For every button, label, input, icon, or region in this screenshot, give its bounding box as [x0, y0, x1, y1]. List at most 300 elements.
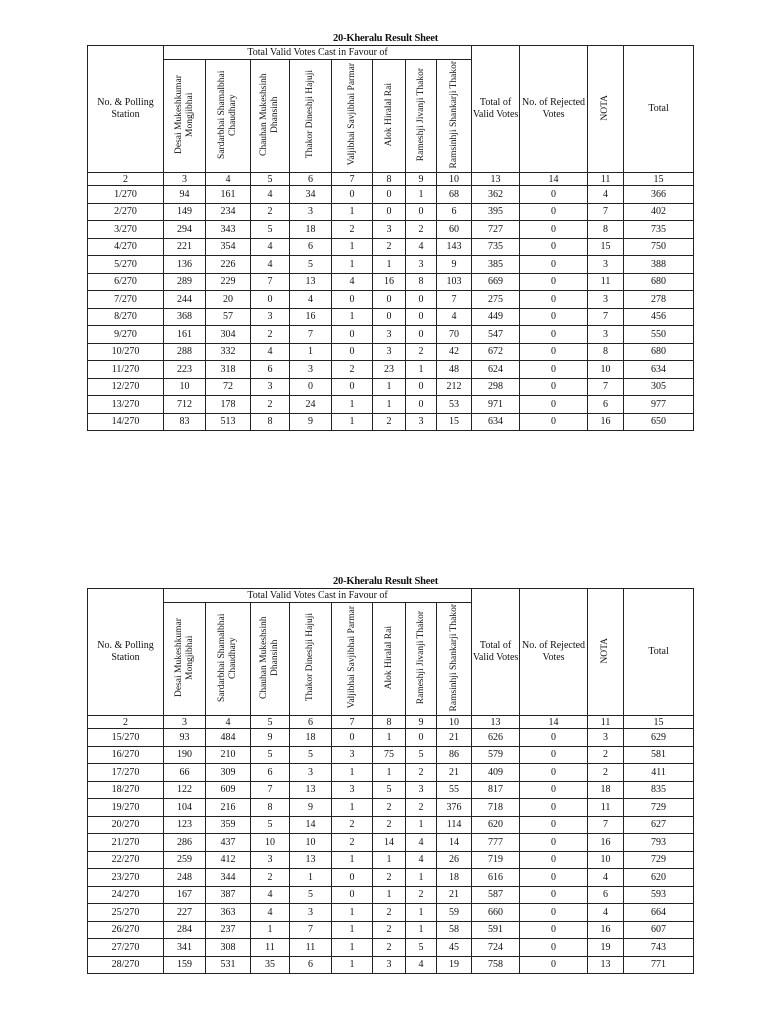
vote-count-cell: 1	[332, 396, 373, 414]
vote-count-cell: 161	[206, 186, 251, 204]
table-row	[88, 799, 694, 817]
vote-count-cell: 5	[290, 256, 332, 274]
polling-station-cell: 12/270	[88, 378, 164, 396]
vote-count-cell: 0	[520, 308, 588, 326]
table-row	[88, 851, 694, 869]
vote-count-cell: 4	[251, 343, 290, 361]
vote-count-cell: 70	[437, 326, 472, 344]
vote-count-cell: 1	[406, 186, 437, 204]
vote-count-cell: 19	[437, 956, 472, 974]
vote-count-cell: 3	[332, 746, 373, 764]
candidate-name-header-text: Rameshji Jivanji Thakor	[415, 610, 426, 705]
vote-count-cell: 6	[251, 361, 290, 379]
vote-count-cell: 14	[373, 834, 406, 852]
result-table	[87, 588, 694, 974]
vote-count-cell: 7	[290, 921, 332, 939]
vote-count-cell: 20	[206, 291, 251, 309]
vote-count-cell: 4	[251, 256, 290, 274]
total-header: Total	[624, 46, 694, 173]
column-index-cell: 7	[332, 716, 373, 729]
vote-count-cell: 1	[406, 904, 437, 922]
vote-count-cell: 627	[624, 816, 694, 834]
vote-count-cell: 53	[437, 396, 472, 414]
vote-count-cell: 0	[520, 291, 588, 309]
vote-count-cell: 5	[251, 816, 290, 834]
vote-count-cell: 664	[624, 904, 694, 922]
vote-count-cell: 190	[164, 746, 206, 764]
table-row	[88, 956, 694, 974]
vote-count-cell: 0	[520, 221, 588, 239]
candidate-name-header-text: Chauhan Mukeshsinh Dhansinh	[259, 616, 280, 699]
vote-count-cell: 103	[437, 273, 472, 291]
sheet-title: 20-Kheralu Result Sheet	[332, 576, 439, 587]
vote-count-cell: 2	[406, 764, 437, 782]
vote-count-cell: 16	[373, 273, 406, 291]
polling-station-cell: 17/270	[88, 764, 164, 782]
column-index-cell: 3	[164, 173, 206, 186]
vote-count-cell: 161	[164, 326, 206, 344]
vote-count-cell: 294	[164, 221, 206, 239]
vote-count-cell: 387	[206, 886, 251, 904]
votes-group-header: Total Valid Votes Cast in Favour of	[164, 46, 472, 60]
vote-count-cell: 669	[472, 273, 520, 291]
vote-count-cell: 0	[332, 886, 373, 904]
vote-count-cell: 0	[520, 851, 588, 869]
vote-count-cell: 0	[406, 326, 437, 344]
vote-count-cell: 650	[624, 413, 694, 431]
table-row	[88, 729, 694, 747]
vote-count-cell: 0	[520, 238, 588, 256]
candidate-name-header	[251, 603, 290, 716]
vote-count-cell: 21	[437, 886, 472, 904]
vote-count-cell: 634	[472, 413, 520, 431]
vote-count-cell: 385	[472, 256, 520, 274]
vote-count-cell: 5	[290, 746, 332, 764]
vote-count-cell: 19	[588, 939, 624, 957]
vote-count-cell: 0	[520, 378, 588, 396]
vote-count-cell: 7	[588, 378, 624, 396]
vote-count-cell: 18	[437, 869, 472, 887]
vote-count-cell: 259	[164, 851, 206, 869]
table-row	[88, 256, 694, 274]
column-index-cell: 7	[332, 173, 373, 186]
column-index-cell: 2	[88, 173, 164, 186]
vote-count-cell: 0	[520, 816, 588, 834]
vote-count-cell: 4	[588, 186, 624, 204]
vote-count-cell: 343	[206, 221, 251, 239]
vote-count-cell: 5	[251, 746, 290, 764]
vote-count-cell: 1	[290, 343, 332, 361]
vote-count-cell: 11	[588, 799, 624, 817]
vote-count-cell: 68	[437, 186, 472, 204]
vote-count-cell: 298	[472, 378, 520, 396]
column-index-cell: 4	[206, 716, 251, 729]
vote-count-cell: 2	[406, 886, 437, 904]
vote-count-cell: 14	[437, 834, 472, 852]
vote-count-cell: 0	[520, 273, 588, 291]
nota-header-text: NOTA	[600, 637, 611, 664]
vote-count-cell: 278	[624, 291, 694, 309]
polling-station-cell: 16/270	[88, 746, 164, 764]
vote-count-cell: 114	[437, 816, 472, 834]
vote-count-cell: 3	[290, 764, 332, 782]
polling-station-cell: 13/270	[88, 396, 164, 414]
vote-count-cell: 149	[164, 203, 206, 221]
vote-count-cell: 2	[332, 816, 373, 834]
vote-count-cell: 210	[206, 746, 251, 764]
polling-station-cell: 11/270	[88, 361, 164, 379]
candidate-name-header	[332, 60, 373, 173]
vote-count-cell: 1	[373, 886, 406, 904]
sheet-title: 20-Kheralu Result Sheet	[332, 33, 439, 44]
vote-count-cell: 750	[624, 238, 694, 256]
vote-count-cell: 376	[437, 799, 472, 817]
table-row	[88, 904, 694, 922]
vote-count-cell: 835	[624, 781, 694, 799]
vote-count-cell: 0	[520, 834, 588, 852]
candidate-name-header	[332, 603, 373, 716]
vote-count-cell: 3	[290, 361, 332, 379]
vote-count-cell: 359	[206, 816, 251, 834]
vote-count-cell: 0	[332, 291, 373, 309]
candidate-name-header-text: Rameshji Jivanji Thakor	[415, 67, 426, 162]
table-row	[88, 396, 694, 414]
table-row	[88, 326, 694, 344]
candidate-name-header-text: Sardarbhai Shamalbhai Chaudhary	[217, 613, 238, 702]
vote-count-cell: 143	[437, 238, 472, 256]
vote-count-cell: 0	[520, 396, 588, 414]
column-index-cell: 15	[624, 173, 694, 186]
vote-count-cell: 21	[437, 729, 472, 747]
vote-count-cell: 14	[290, 816, 332, 834]
vote-count-cell: 4	[406, 851, 437, 869]
vote-count-cell: 4	[406, 238, 437, 256]
candidate-name-header-text: Thakor Dineshji Hajuji	[305, 613, 315, 702]
vote-count-cell: 2	[373, 816, 406, 834]
vote-count-cell: 2	[373, 413, 406, 431]
vote-count-cell: 513	[206, 413, 251, 431]
vote-count-cell: 10	[290, 834, 332, 852]
vote-count-cell: 244	[164, 291, 206, 309]
vote-count-cell: 0	[520, 939, 588, 957]
vote-count-cell: 2	[588, 764, 624, 782]
vote-count-cell: 0	[290, 378, 332, 396]
vote-count-cell: 11	[290, 939, 332, 957]
header-row	[88, 46, 694, 60]
vote-count-cell: 318	[206, 361, 251, 379]
candidate-name-header	[206, 603, 251, 716]
vote-count-cell: 388	[624, 256, 694, 274]
candidate-name-header-text: Ramsinhji Shankarji Thakor	[448, 603, 459, 712]
vote-count-cell: 13	[290, 851, 332, 869]
vote-count-cell: 16	[290, 308, 332, 326]
vote-count-cell: 3	[406, 256, 437, 274]
vote-count-cell: 16	[588, 413, 624, 431]
vote-count-cell: 221	[164, 238, 206, 256]
vote-count-cell: 2	[406, 799, 437, 817]
table-row	[88, 764, 694, 782]
vote-count-cell: 634	[624, 361, 694, 379]
vote-count-cell: 226	[206, 256, 251, 274]
candidate-name-header-text: Chauhan Mukeshsinh Dhansinh	[259, 73, 280, 156]
vote-count-cell: 24	[290, 396, 332, 414]
vote-count-cell: 332	[206, 343, 251, 361]
vote-count-cell: 1	[332, 308, 373, 326]
column-index-cell: 15	[624, 716, 694, 729]
candidate-name-header	[206, 60, 251, 173]
vote-count-cell: 412	[206, 851, 251, 869]
vote-count-cell: 304	[206, 326, 251, 344]
vote-count-cell: 0	[373, 203, 406, 221]
column-index-cell: 6	[290, 173, 332, 186]
vote-count-cell: 3	[373, 956, 406, 974]
vote-count-cell: 13	[588, 956, 624, 974]
polling-station-cell: 7/270	[88, 291, 164, 309]
vote-count-cell: 4	[251, 186, 290, 204]
vote-count-cell: 59	[437, 904, 472, 922]
vote-count-cell: 368	[164, 308, 206, 326]
vote-count-cell: 4	[406, 956, 437, 974]
vote-count-cell: 1	[332, 904, 373, 922]
vote-count-cell: 341	[164, 939, 206, 957]
polling-station-cell: 25/270	[88, 904, 164, 922]
vote-count-cell: 4	[332, 273, 373, 291]
vote-count-cell: 13	[290, 781, 332, 799]
vote-count-cell: 411	[624, 764, 694, 782]
vote-count-cell: 2	[332, 221, 373, 239]
candidate-name-header	[373, 60, 406, 173]
vote-count-cell: 18	[290, 221, 332, 239]
polling-station-cell: 5/270	[88, 256, 164, 274]
vote-count-cell: 308	[206, 939, 251, 957]
table-row	[88, 413, 694, 431]
column-index-row	[88, 173, 694, 186]
candidate-name-header-text: Ramsinhji Shankarji Thakor	[448, 60, 459, 169]
vote-count-cell: 5	[406, 939, 437, 957]
vote-count-cell: 2	[332, 361, 373, 379]
vote-count-cell: 35	[251, 956, 290, 974]
vote-count-cell: 0	[373, 186, 406, 204]
vote-count-cell: 2	[373, 939, 406, 957]
table-row	[88, 291, 694, 309]
vote-count-cell: 237	[206, 921, 251, 939]
votes-group-header: Total Valid Votes Cast in Favour of	[164, 589, 472, 603]
vote-count-cell: 395	[472, 203, 520, 221]
vote-count-cell: 0	[520, 203, 588, 221]
vote-count-cell: 42	[437, 343, 472, 361]
vote-count-cell: 2	[251, 396, 290, 414]
table-row	[88, 343, 694, 361]
total-valid-header: Total of Valid Votes	[472, 46, 520, 173]
column-index-cell: 8	[373, 716, 406, 729]
vote-count-cell: 1	[406, 869, 437, 887]
vote-count-cell: 0	[406, 203, 437, 221]
vote-count-cell: 1	[332, 956, 373, 974]
vote-count-cell: 7	[437, 291, 472, 309]
polling-station-cell: 23/270	[88, 869, 164, 887]
vote-count-cell: 3	[373, 221, 406, 239]
vote-count-cell: 2	[588, 746, 624, 764]
vote-count-cell: 719	[472, 851, 520, 869]
vote-count-cell: 607	[624, 921, 694, 939]
vote-count-cell: 104	[164, 799, 206, 817]
vote-count-cell: 1	[332, 238, 373, 256]
vote-count-cell: 3	[406, 781, 437, 799]
vote-count-cell: 0	[520, 904, 588, 922]
rejected-header: No. of Rejected Votes	[520, 46, 588, 173]
vote-count-cell: 3	[588, 256, 624, 274]
result-table	[87, 45, 694, 431]
vote-count-cell: 55	[437, 781, 472, 799]
candidate-name-header	[164, 603, 206, 716]
column-index-cell: 14	[520, 173, 588, 186]
vote-count-cell: 60	[437, 221, 472, 239]
polling-station-cell: 19/270	[88, 799, 164, 817]
polling-station-cell: 15/270	[88, 729, 164, 747]
vote-count-cell: 289	[164, 273, 206, 291]
vote-count-cell: 4	[290, 291, 332, 309]
vote-count-cell: 3	[588, 326, 624, 344]
vote-count-cell: 2	[332, 834, 373, 852]
vote-count-cell: 5	[251, 221, 290, 239]
vote-count-cell: 456	[624, 308, 694, 326]
result-sheet-1	[87, 32, 684, 431]
column-index-cell: 4	[206, 173, 251, 186]
rejected-header: No. of Rejected Votes	[520, 589, 588, 716]
column-index-cell: 6	[290, 716, 332, 729]
polling-station-cell: 8/270	[88, 308, 164, 326]
vote-count-cell: 3	[251, 378, 290, 396]
vote-count-cell: 0	[520, 326, 588, 344]
vote-count-cell: 2	[406, 343, 437, 361]
vote-count-cell: 122	[164, 781, 206, 799]
vote-count-cell: 0	[520, 186, 588, 204]
vote-count-cell: 0	[332, 869, 373, 887]
vote-count-cell: 2	[373, 799, 406, 817]
vote-count-cell: 4	[588, 869, 624, 887]
vote-count-cell: 8	[406, 273, 437, 291]
vote-count-cell: 2	[373, 921, 406, 939]
vote-count-cell: 6	[588, 886, 624, 904]
vote-count-cell: 3	[373, 326, 406, 344]
vote-count-cell: 0	[520, 781, 588, 799]
vote-count-cell: 178	[206, 396, 251, 414]
vote-count-cell: 366	[624, 186, 694, 204]
polling-station-cell: 26/270	[88, 921, 164, 939]
candidate-name-header	[437, 60, 472, 173]
vote-count-cell: 234	[206, 203, 251, 221]
candidate-name-header	[251, 60, 290, 173]
vote-count-cell: 344	[206, 869, 251, 887]
vote-count-cell: 624	[472, 361, 520, 379]
vote-count-cell: 354	[206, 238, 251, 256]
column-index-cell: 14	[520, 716, 588, 729]
vote-count-cell: 735	[624, 221, 694, 239]
column-index-cell: 9	[406, 173, 437, 186]
candidate-name-header	[290, 60, 332, 173]
vote-count-cell: 284	[164, 921, 206, 939]
vote-count-cell: 288	[164, 343, 206, 361]
vote-count-cell: 409	[472, 764, 520, 782]
vote-count-cell: 0	[520, 956, 588, 974]
vote-count-cell: 8	[588, 221, 624, 239]
vote-count-cell: 3	[332, 781, 373, 799]
column-index-cell: 13	[472, 716, 520, 729]
vote-count-cell: 3	[251, 851, 290, 869]
vote-count-cell: 48	[437, 361, 472, 379]
column-index-cell: 5	[251, 173, 290, 186]
vote-count-cell: 305	[624, 378, 694, 396]
vote-count-cell: 66	[164, 764, 206, 782]
table-row	[88, 308, 694, 326]
polling-station-cell: 24/270	[88, 886, 164, 904]
vote-count-cell: 449	[472, 308, 520, 326]
vote-count-cell: 1	[251, 921, 290, 939]
vote-count-cell: 620	[472, 816, 520, 834]
vote-count-cell: 136	[164, 256, 206, 274]
vote-count-cell: 1	[373, 729, 406, 747]
column-index-cell: 10	[437, 716, 472, 729]
vote-count-cell: 3	[588, 729, 624, 747]
vote-count-cell: 3	[406, 413, 437, 431]
vote-count-cell: 275	[472, 291, 520, 309]
vote-count-cell: 1	[373, 396, 406, 414]
vote-count-cell: 4	[251, 238, 290, 256]
table-row	[88, 221, 694, 239]
vote-count-cell: 2	[251, 869, 290, 887]
polling-station-cell: 27/270	[88, 939, 164, 957]
vote-count-cell: 10	[164, 378, 206, 396]
vote-count-cell: 18	[290, 729, 332, 747]
vote-count-cell: 3	[588, 291, 624, 309]
vote-count-cell: 229	[206, 273, 251, 291]
vote-count-cell: 0	[520, 764, 588, 782]
vote-count-cell: 727	[472, 221, 520, 239]
vote-count-cell: 7	[251, 781, 290, 799]
candidate-name-header-text: Thakor Dineshji Hajuji	[305, 70, 315, 159]
vote-count-cell: 3	[290, 203, 332, 221]
vote-count-cell: 729	[624, 851, 694, 869]
vote-count-cell: 680	[624, 273, 694, 291]
vote-count-cell: 0	[332, 378, 373, 396]
vote-count-cell: 1	[332, 921, 373, 939]
polling-station-cell: 18/270	[88, 781, 164, 799]
vote-count-cell: 5	[290, 886, 332, 904]
vote-count-cell: 712	[164, 396, 206, 414]
vote-count-cell: 581	[624, 746, 694, 764]
vote-count-cell: 550	[624, 326, 694, 344]
vote-count-cell: 2	[373, 904, 406, 922]
vote-count-cell: 0	[520, 413, 588, 431]
candidate-name-header	[290, 603, 332, 716]
table-row	[88, 834, 694, 852]
polling-station-cell: 9/270	[88, 326, 164, 344]
vote-count-cell: 3	[290, 904, 332, 922]
vote-count-cell: 1	[332, 799, 373, 817]
vote-count-cell: 547	[472, 326, 520, 344]
vote-count-cell: 4	[251, 904, 290, 922]
candidate-name-header	[406, 603, 437, 716]
vote-count-cell: 5	[406, 746, 437, 764]
vote-count-cell: 4	[251, 886, 290, 904]
vote-count-cell: 0	[520, 869, 588, 887]
table-row	[88, 186, 694, 204]
vote-count-cell: 0	[406, 291, 437, 309]
vote-count-cell: 1	[373, 378, 406, 396]
vote-count-cell: 8	[588, 343, 624, 361]
vote-count-cell: 18	[588, 781, 624, 799]
column-index-cell: 5	[251, 716, 290, 729]
